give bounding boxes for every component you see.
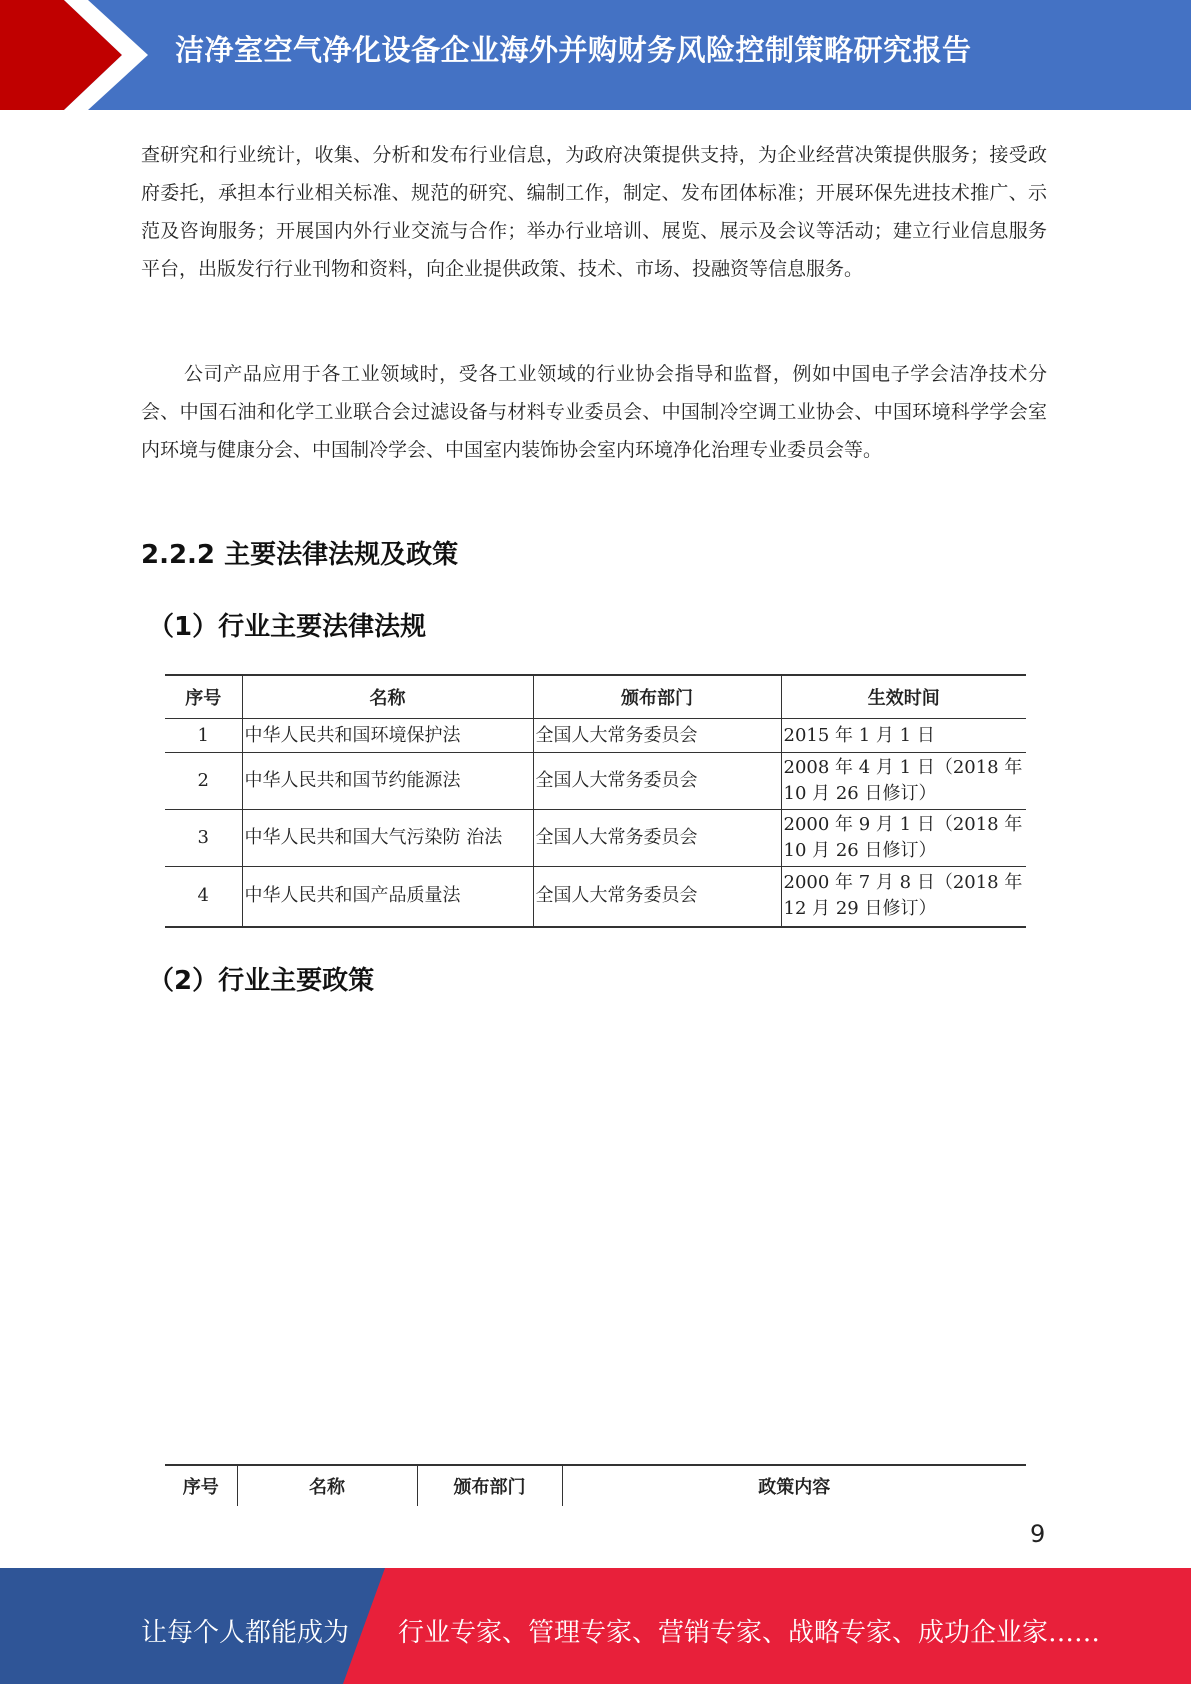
cell-index: 3 <box>165 810 242 867</box>
subsection-heading-policies: （2）行业主要政策 <box>148 966 375 996</box>
cell-department: 全国人大常务委员会 <box>533 810 781 867</box>
laws-table <box>165 674 1026 928</box>
page-header <box>0 0 1191 110</box>
header-cell-department: 颁布部门 <box>533 675 781 719</box>
cell-effective-date: 2015 年 1 月 1 日 <box>781 719 1026 753</box>
policies-table <box>165 1464 1026 1506</box>
table-header-row <box>165 1465 1026 1506</box>
cell-effective-date: 2008 年 4 月 1 日（2018 年 10 月 26 日修订） <box>781 753 1026 810</box>
cell-index: 1 <box>165 719 242 753</box>
cell-department: 全国人大常务委员会 <box>533 719 781 753</box>
footer-slogan-left: 让每个人都能成为 <box>141 1618 350 1648</box>
cell-effective-date: 2000 年 7 月 8 日（2018 年 12 月 29 日修订） <box>781 867 1026 927</box>
table-row <box>165 719 1026 753</box>
cell-effective-date: 2000 年 9 月 1 日（2018 年 10 月 26 日修订） <box>781 810 1026 867</box>
cell-index: 2 <box>165 753 242 810</box>
cell-name: 中华人民共和国产品质量法 <box>242 867 533 927</box>
report-title: 洁净室空气净化设备企业海外并购财务风险控制策略研究报告 <box>175 33 972 67</box>
header-cell-name: 名称 <box>237 1465 417 1506</box>
page-number: 9 <box>1030 1520 1046 1548</box>
cell-department: 全国人大常务委员会 <box>533 753 781 810</box>
header-cell-effective-date: 生效时间 <box>781 675 1026 719</box>
cell-name: 中华人民共和国节约能源法 <box>242 753 533 810</box>
cell-index: 4 <box>165 867 242 927</box>
paragraph-2: 公司产品应用于各工业领域时，受各工业领域的行业协会指导和监督，例如中国电子学会洁净技术分会、中国石油和化学工业联合会过滤设备与材料专业委员会、中国制冷空调工业协会、中国环境科学学会室内环境与健康分会、中国制冷学会、中国室内装饰协会室内环境净化治理专业委员会等。 <box>141 363 1047 461</box>
header-cell-index: 序号 <box>165 675 242 719</box>
page-footer <box>0 1568 1191 1684</box>
header-cell-department: 颁布部门 <box>417 1465 562 1506</box>
paragraph-1: 查研究和行业统计，收集、分析和发布行业信息，为政府决策提供支持，为企业经营决策提供服务；接受政府委托，承担本行业相关标准、规范的研究、编制工作，制定、发布团体标准；开展环保先进技术推广、示范及咨询服务；开展国内外行业交流与合作；举办行业培训、展览、展示及会议等活动；建立行业信息服务平台，出版发行行业刊物和资料，向企业提供政策、技术、市场、投融资等信息服务。 <box>141 144 1047 280</box>
table-row <box>165 753 1026 810</box>
table-row <box>165 867 1026 927</box>
header-cell-policy-content: 政策内容 <box>562 1465 1026 1506</box>
table-header-row <box>165 675 1026 719</box>
table-row <box>165 810 1026 867</box>
footer-slogan-right: 行业专家、管理专家、营销专家、战略专家、成功企业家…… <box>398 1618 1101 1648</box>
cell-department: 全国人大常务委员会 <box>533 867 781 927</box>
cell-name: 中华人民共和国大气污染防 治法 <box>242 810 533 867</box>
cell-name: 中华人民共和国环境保护法 <box>242 719 533 753</box>
section-heading: 2.2.2 主要法律法规及政策 <box>141 540 459 570</box>
subsection-heading-laws: （1）行业主要法律法规 <box>148 612 427 642</box>
header-cell-name: 名称 <box>242 675 533 719</box>
header-cell-index: 序号 <box>165 1465 237 1506</box>
